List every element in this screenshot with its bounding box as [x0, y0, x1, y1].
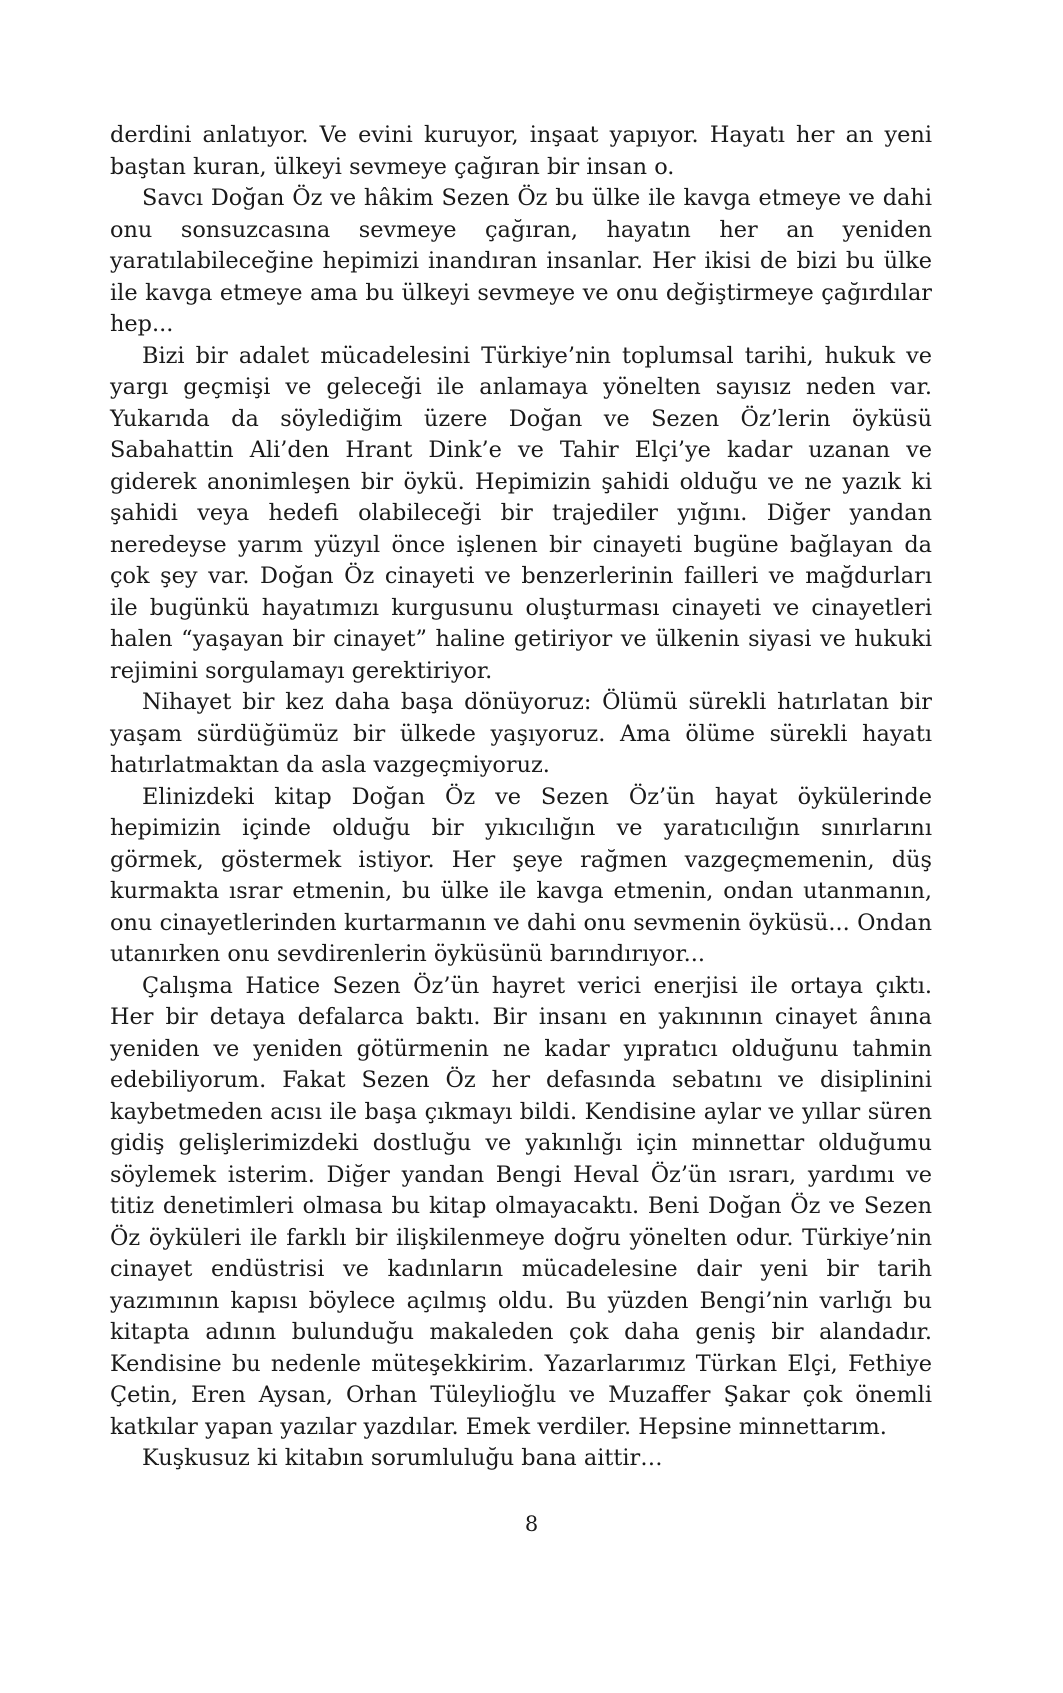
paragraph-3: Bizi bir adalet mücadelesini Türkiye’nin toplumsal tarihi, hukuk ve yargı geçmişi ve geleceği ile anlamaya yönelten sayısız neden var. Yukarıda da söylediğim üzere Doğan ve Sezen Öz’lerin öyküsü Sabahattin Ali’den Hrant Dink’e ve Tahir Elçi’ye kadar uzanan ve giderek anonimleşen bir öykü. Hepimizin şahidi olduğu ve ne yazık ki şahidi veya hedefi olabileceği bir trajediler yığını. Diğer yandan neredeyse yarım yüzyıl önce işlenen bir cinayeti bugüne bağlayan da çok şey var. Doğan Öz cinayeti ve benzerlerinin failleri ve mağdurları ile bugünkü hayatımızı kurgusunu oluşturması cinayeti ve cinayetleri halen “yaşayan bir cinayet” haline getiriyor ve ülkenin siyasi ve hukuki rejimini sorgulamayı gerektiriyor. [110, 342, 932, 684]
paragraph-7: Kuşkusuz ki kitabın sorumluluğu bana aittir… [142, 1445, 663, 1471]
paragraph-2: Savcı Doğan Öz ve hâkim Sezen Öz bu ülke ile kavga etmeye ve dahi onu sonsuzcasına sevmeye çağıran, hayatın her an yeniden yaratılabileceğine hepimizi inandıran insanlar. Her ikisi de bizi bu ülke ile kavga etmeye ama bu ülkeyi sevmeye ve onu değiştirmeye çağırdılar hep... [110, 185, 932, 337]
paragraph-5: Elinizdeki kitap Doğan Öz ve Sezen Öz’ün hayat öykülerinde hepimizin içinde olduğu bir yıkıcılığın ve yaratıcılığın sınırlarını görmek, göstermek istiyor. Her şeye rağmen vazgeçmemenin, düş kurmakta ısrar etmenin, bu ülke ile kavga etmenin, ondan utanmanın, onu cinayetlerinden kurtarmanın ve dahi onu sevmenin öyküsü... Ondan utanırken onu sevdirenlerin öyküsünü barındırıyor... [110, 783, 932, 967]
paragraph-1: derdini anlatıyor. Ve evini kuruyor, inşaat yapıyor. Hayatı her an yeni baştan kuran, ülkeyi sevmeye çağıran bir insan o. [110, 122, 932, 180]
paragraph-4: Nihayet bir kez daha başa dönüyoruz: Ölümü sürekli hatırlatan bir yaşam sürdüğümüz bir ülkede yaşıyoruz. Ama ölüme sürekli hayatı hatırlatmaktan da asla vazgeçmiyoruz. [110, 689, 932, 778]
page-number: 8 [524, 1512, 539, 1536]
body-text [110, 120, 932, 1475]
paragraph-6: Çalışma Hatice Sezen Öz’ün hayret verici enerjisi ile ortaya çıktı. Her bir detaya defalarca baktı. Bir insanı en yakınının cinayet ânına yeniden ve yeniden götürmenin ne kadar yıpratıcı olduğunu tahmin edebiliyorum. Fakat Sezen Öz her defasında sebatını ve disiplinini kaybetmeden acısı ile başa çıkmayı bildi. Kendisine aylar ve yıllar süren gidiş gelişlerimizdeki dostluğu ve yakınlığı için minnettar olduğumu söylemek isterim. Diğer yandan Bengi Heval Öz’ün ısrarı, yardımı ve titiz denetimleri olmasa bu kitap olmayacaktı. Beni Doğan Öz ve Sezen Öz öyküleri ile farklı bir ilişkilenmeye doğru yönelten odur. Türkiye’nin cinayet endüstrisi ve kadınların mücadelesine dair yeni bir tarih yazımının kapısı böylece açılmış oldu. Bu yüzden Bengi’nin varlığı bu kitapta adının bulunduğu makaleden çok daha geniş bir alandadır. Kendisine bu nedenle müteşekkirim. Yazarlarımız Türkan Elçi, Fethiye Çetin, Eren Aysan, Orhan Tüleylioğlu ve Muzaffer Şakar çok önemli katkılar yapan yazılar yazdılar. Emek verdiler. Hepsine minnettarım. [110, 972, 932, 1440]
